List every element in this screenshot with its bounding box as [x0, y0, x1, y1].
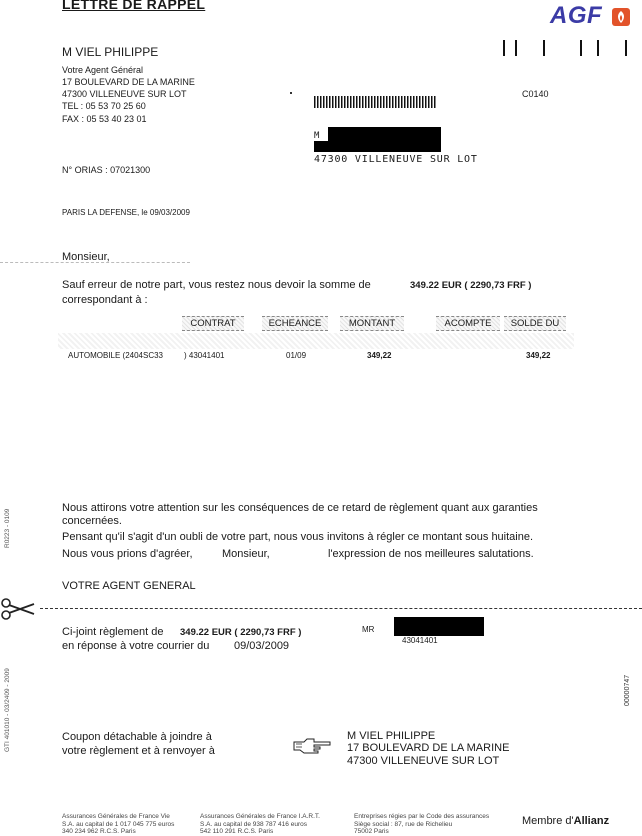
allianz-member [522, 815, 609, 827]
body-line-1: Sauf erreur de notre part, vous restez nous devoir la somme de [62, 279, 371, 291]
agent-address: 17 BOULEVARD DE LA MARINE [62, 77, 195, 87]
coupon-mr: MR [362, 625, 375, 634]
footer-col3-line1: Entreprises régies par le Code des assurances [354, 813, 490, 820]
footer-col1-line2: S.A. au capital de 1 017 045 775 euros [62, 820, 175, 828]
margin-code-bottom: GTI 401010 - 03/2409 - 2009 [4, 668, 11, 752]
col-acompte: ACOMPTE [436, 316, 500, 331]
amount-due: 349.22 EUR ( 2290,73 FRF ) [410, 280, 532, 291]
agent-name: M VIEL PHILIPPE [62, 45, 159, 59]
footer-col-3 [354, 813, 489, 836]
closing-line-4b: Monsieur, [222, 548, 270, 560]
pointing-hand-icon [292, 737, 332, 755]
margin-code-top: R0223 - 0109 [4, 508, 11, 548]
redacted-coupon-name [394, 617, 484, 636]
place-date: PARIS LA DEFENSE, le 09/03/2009 [62, 208, 190, 217]
return-name: M VIEL PHILIPPE [347, 730, 436, 742]
col-contrat: CONTRAT [182, 316, 244, 331]
recipient-prefix: M [314, 131, 320, 141]
coupon-line-1: Ci-joint règlement de [62, 626, 164, 638]
footer-col2-line2: S.A. au capital de 938 787 416 euros [200, 820, 307, 828]
closing-line-2: concernées. [62, 515, 122, 527]
agent-role: Votre Agent Général [62, 65, 144, 75]
row-contract: AUTOMOBILE (2404SC33 [68, 351, 164, 360]
member-label: Membre d' [522, 815, 574, 827]
salutation: Monsieur, [62, 251, 110, 263]
coupon-line-2: en réponse à votre courrier du [62, 640, 210, 652]
footer-col2-line1: Assurances Générales de France I.A.R.T. [200, 813, 320, 820]
scissors-icon [0, 598, 38, 620]
letter-title: LETTRE DE RAPPEL [62, 0, 206, 12]
row-amount: 349,22 [367, 351, 392, 360]
cut-line [40, 608, 642, 609]
recipient-barcode [314, 96, 436, 108]
col-montant: MONTANT [340, 316, 404, 331]
closing-line-1: Nous attirons votre attention sur les conséquences de ce retard de règlement quant aux garanties [62, 502, 538, 514]
redacted-name [328, 127, 441, 141]
closing-line-4c: l'expression de nos meilleures salutations. [328, 548, 534, 560]
return-city: 47300 VILLENEUVE SUR LOT [347, 755, 500, 767]
footer-col1-line1: Assurances Générales de France Vie [62, 813, 170, 820]
footer-col2-line3: 542 110 291 R.C.S. Paris [200, 828, 274, 835]
col-echeance: ECHEANCE [262, 316, 328, 331]
ref-code: C0140 [522, 89, 549, 99]
coupon-amount: 349.22 EUR ( 2290,73 FRF ) [180, 627, 302, 638]
table-separator [58, 333, 574, 349]
redacted-address [314, 141, 441, 152]
recipient-city: 47300 VILLENEUVE SUR LOT [314, 154, 478, 165]
footer-col-2 [200, 813, 320, 836]
logo-text: AGF [550, 2, 603, 29]
row-due: 01/09 [286, 351, 307, 360]
row-balance: 349,22 [526, 351, 551, 360]
agf-logo [550, 2, 642, 32]
signature: VOTRE AGENT GENERAL [62, 580, 196, 592]
closing-line-3: Pensant qu'il s'agit d'un oubli de votre part, nous vous invitons à régler ce montant sous huitaine. [62, 531, 534, 543]
dot-mark [290, 92, 292, 94]
detach-line-2: votre règlement et à renvoyer à [62, 745, 215, 757]
agf-flame-icon [611, 7, 631, 27]
footer-col1-line3: 340 234 962 R.C.S. Paris [62, 828, 136, 835]
col-solde: SOLDE DU [504, 316, 566, 331]
footer-col3-line2: Siège social : 87, rue de Richelieu [354, 820, 453, 828]
body-line-2: correspondant à : [62, 294, 148, 306]
agent-tel: TEL : 05 53 70 25 60 [62, 101, 146, 111]
agent-city: 47300 VILLENEUVE SUR LOT [62, 89, 187, 99]
postal-barcode [503, 40, 633, 56]
coupon-ref: 43041401 [402, 636, 438, 645]
agent-fax: FAX : 05 53 40 23 01 [62, 114, 147, 124]
footer-col-1 [62, 813, 174, 836]
allianz-name: Allianz [573, 815, 610, 827]
coupon-date: 09/03/2009 [234, 640, 290, 652]
detach-line-1: Coupon détachable à joindre à [62, 731, 212, 743]
return-address: 17 BOULEVARD DE LA MARINE [347, 742, 510, 754]
side-number: 00000747 [624, 674, 631, 706]
footer-col3-line3: 75002 Paris [354, 828, 389, 835]
closing-line-4a: Nous vous prions d'agréer, [62, 548, 193, 560]
row-number: ) 43041401 [184, 351, 225, 360]
orias-number: N° ORIAS : 07021300 [62, 165, 151, 175]
